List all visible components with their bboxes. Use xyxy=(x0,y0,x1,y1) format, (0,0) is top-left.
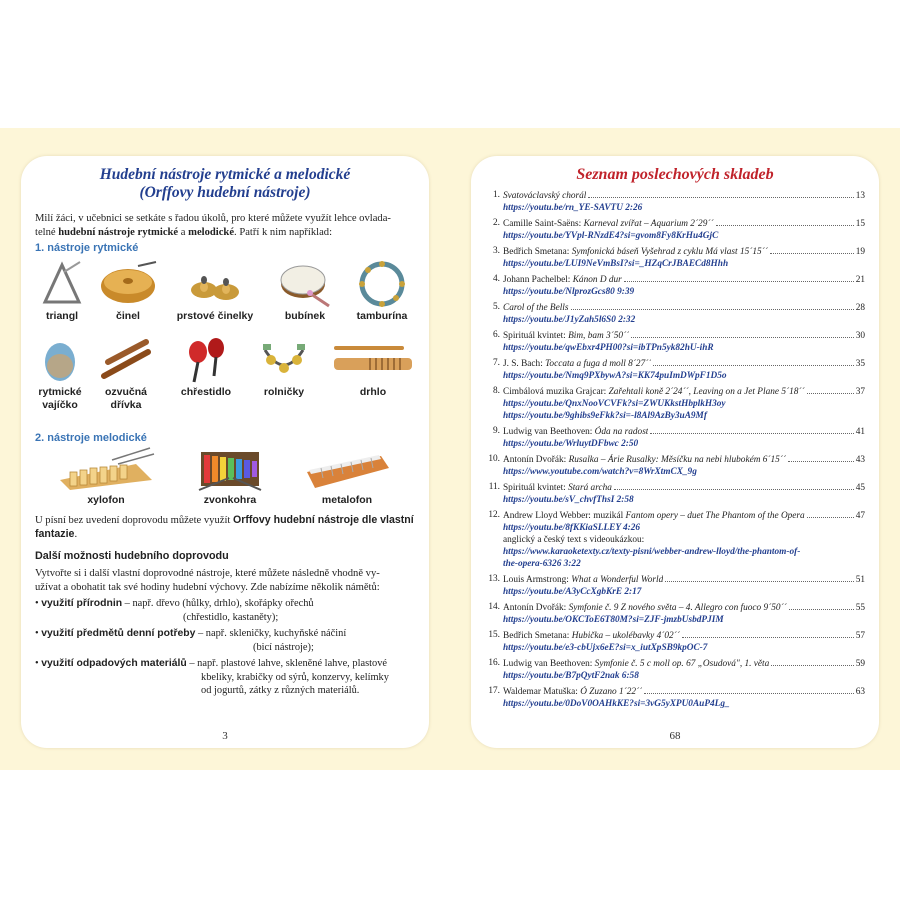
entry-page-number: 41 xyxy=(855,427,865,437)
entry-number: 4. xyxy=(493,274,500,284)
entry-number: 10. xyxy=(488,454,500,464)
section-melodic-heading: 2. nástroje melodické xyxy=(35,432,147,444)
finger-cymbals-icon xyxy=(187,260,243,308)
list-item xyxy=(483,245,865,270)
entry-work: Symfonická báseň Vyšehrad z cyklu Má vlast 15´15´´ xyxy=(571,247,768,257)
dot-leader xyxy=(771,657,853,666)
entry-link[interactable]: https://youtu.be/0DoV0OAHkKE?si=3vG5yXPU0AuP4Lg_ xyxy=(503,699,730,709)
dot-leader xyxy=(653,357,853,366)
bullet-dot: • xyxy=(35,658,42,669)
entry-number: 7. xyxy=(493,358,500,368)
entry-link[interactable]: https://youtu.be/Nmq9PXbywA?si=KK74puImDWpF1D5o xyxy=(503,371,727,381)
list-item xyxy=(483,573,865,598)
entry-work: Bim, bam 3´50´´ xyxy=(568,331,630,341)
title-line-1: Hudební nástroje rytmické a melodické xyxy=(99,166,351,183)
entry-work: Carol of the Bells xyxy=(503,303,569,313)
list-item xyxy=(483,189,865,214)
entry-work: Svatováclavský chorál xyxy=(503,191,587,201)
intro-text-c: a xyxy=(178,227,189,238)
entry-author: Spirituál kvintet: xyxy=(503,483,569,493)
entry-title-row xyxy=(503,329,865,342)
entry-title-row xyxy=(503,601,865,614)
entry-link[interactable]: https://youtu.be/qwEbxr4PH00?si=ibTPn5yk82hU-ihR xyxy=(503,343,714,353)
entry-author: Ludwig van Beethoven: xyxy=(503,427,595,437)
instrument-label: rytmické vajíčko xyxy=(38,386,82,411)
orff-paragraph xyxy=(35,514,415,541)
instrument-label: drhlo xyxy=(359,386,387,398)
entry-link[interactable]: https://www.youtube.com/watch?v=8WrXtmCX_9g xyxy=(503,467,697,477)
left-page-number: 3 xyxy=(222,730,228,742)
entry-title-row xyxy=(503,509,865,522)
entry-title xyxy=(503,574,663,586)
entry-work: Kánon D dur xyxy=(572,275,622,285)
bullet-item-everyday xyxy=(35,627,415,654)
entry-page-number: 45 xyxy=(855,483,865,493)
entry-author: Antonín Dvořák: xyxy=(503,603,569,613)
instrument-ozvucna-drivka xyxy=(95,336,157,412)
bullet-item-waste xyxy=(35,657,415,698)
entry-work: Symfonie č. 5 c moll op. 67 „Osudová", 1. věta xyxy=(594,659,770,669)
bullet-item-natural xyxy=(35,597,415,624)
dot-leader xyxy=(682,629,854,638)
list-item xyxy=(483,385,865,422)
right-page-title: Seznam poslechových skladeb xyxy=(576,166,774,183)
accompaniment-line-2: užívat a obohatit tak své hodiny hudební výchovy. Zde nabízíme několik námětů: xyxy=(35,581,380,593)
list-item xyxy=(483,453,865,478)
intro-text-b: telné xyxy=(35,227,59,238)
orff-text-c: . xyxy=(74,528,78,540)
list-item xyxy=(483,357,865,382)
entry-number: 1. xyxy=(493,190,500,200)
entry-link[interactable]: https://youtu.be/rn_YE-SAVTU 2:26 xyxy=(503,203,643,213)
dot-leader xyxy=(624,273,854,282)
dot-leader xyxy=(631,329,853,338)
dot-leader xyxy=(571,301,854,310)
entry-page-number: 30 xyxy=(855,331,865,341)
instrument-bubinek xyxy=(273,260,337,323)
entry-title-row xyxy=(503,629,865,642)
claves-icon xyxy=(98,336,154,384)
drum-icon xyxy=(277,260,333,308)
triangle-icon xyxy=(40,260,84,308)
instrument-label: metalofon xyxy=(321,494,373,506)
entry-title xyxy=(503,426,648,438)
bullet-text: – např. dřevo (hůlky, drhlo), skořápky ořechů xyxy=(122,598,314,609)
entry-title-row xyxy=(503,685,865,698)
instrument-label: rolničky xyxy=(263,386,305,398)
entry-page-number: 21 xyxy=(855,275,865,285)
dot-leader xyxy=(770,245,854,254)
entry-title xyxy=(503,630,680,642)
entry-number: 14. xyxy=(488,602,500,612)
entry-author: Johann Pachelbel: xyxy=(503,275,573,285)
bullet-continuation: (chřestidlo, kastaněty); xyxy=(183,611,279,623)
entry-work: Hubička – ukolébavky 4´02´´ xyxy=(571,631,680,641)
entry-page-number: 35 xyxy=(855,359,865,369)
entry-number: 6. xyxy=(493,330,500,340)
maracas-icon xyxy=(184,336,228,384)
entry-page-number: 15 xyxy=(855,219,865,229)
entry-link[interactable]: https://youtu.be/LUI9NeVmBsI?si=_HZqCrJBAECd8Hhh xyxy=(503,259,729,269)
entry-link[interactable]: https://youtu.be/8fKKiaSLLEY 4:26 xyxy=(503,523,641,533)
entry-title-row xyxy=(503,273,865,286)
entry-number: 9. xyxy=(493,426,500,436)
list-item xyxy=(483,685,865,710)
list-item xyxy=(483,217,865,242)
entry-link[interactable]: https://youtu.be/B7pQytF2nak 6:58 xyxy=(503,671,639,681)
accompaniment-line-1: Vytvořte si i další vlastní doprovodné nástroje, které můžete následně vhodně vy- xyxy=(35,568,380,579)
tambourine-icon xyxy=(357,260,407,308)
entry-author: Ludwig van Beethoven: xyxy=(503,659,595,669)
bullet-text: – např. plastové lahve, skleněné lahve, plastové xyxy=(186,658,388,669)
entry-link[interactable]: https://youtu.be/9ghibs9eFkk?si=-l8Al9AzBy3uA9Mf xyxy=(503,411,707,421)
entry-link[interactable]: https://youtu.be/WrluytDFbwc 2:50 xyxy=(503,439,639,449)
entry-author: Andrew Lloyd Webber: muzikál xyxy=(503,511,626,521)
entry-work: Óda na radost xyxy=(594,427,649,437)
entry-link[interactable]: https://youtu.be/A3yCcXgbKrE 2:17 xyxy=(503,587,642,597)
accompaniment-subheading: Další možnosti hudebního doprovodu xyxy=(35,550,229,562)
entry-work: Fantom opery – duet The Phantom of the Opera xyxy=(625,511,805,521)
guiro-icon xyxy=(330,336,416,384)
instrument-prstove-cinelky xyxy=(173,260,257,323)
bullet-continuation: (bicí nástroje); xyxy=(253,641,314,653)
entry-page-number: 37 xyxy=(855,387,865,397)
entry-work: Symfonie č. 9 Z nového světa – 4. Allegro con fuoco 9´50´´ xyxy=(568,603,787,613)
entry-title xyxy=(503,454,786,466)
entry-title-row xyxy=(503,217,865,230)
instrument-zvonkohra xyxy=(187,446,273,507)
instrument-label: zvonkohra xyxy=(203,494,257,506)
list-item xyxy=(483,509,865,570)
list-item xyxy=(483,301,865,326)
intro-text-a: Milí žáci, v učebnici se setkáte s řadou úkolů, pro které můžete využít lehce ovlada- xyxy=(35,213,391,224)
instrument-rytmicke-vajicko xyxy=(29,336,91,412)
instrument-metalofon xyxy=(297,446,397,507)
entry-number: 3. xyxy=(493,246,500,256)
entry-title xyxy=(503,246,768,258)
dot-leader xyxy=(807,385,854,394)
entry-link[interactable]: the-opera-6326 3:22 xyxy=(503,559,581,569)
dot-leader xyxy=(789,601,854,610)
entry-title xyxy=(503,658,769,670)
entry-title-row xyxy=(503,425,865,438)
entry-title xyxy=(503,358,651,370)
dot-leader xyxy=(644,685,854,694)
dot-leader xyxy=(716,217,854,226)
entry-title xyxy=(503,330,629,342)
entry-note: anglický a český text s videoukázkou: xyxy=(503,535,645,545)
instrument-label: chřestidlo xyxy=(180,386,232,398)
listening-list xyxy=(483,189,865,713)
entry-title xyxy=(503,274,622,286)
entry-work: Zařehtali koně 2´24´´, Leaving on a Jet Plane 5´18´´ xyxy=(608,387,805,397)
glockenspiel-icon xyxy=(195,446,265,492)
entry-author: Antonín Dvořák: xyxy=(503,455,569,465)
entry-title-row xyxy=(503,245,865,258)
list-item xyxy=(483,481,865,506)
entry-title-row xyxy=(503,481,865,494)
list-item xyxy=(483,657,865,682)
entry-author: Louis Armstrong: xyxy=(503,575,572,585)
instrument-cinel xyxy=(95,260,161,323)
entry-link[interactable]: https://youtu.be/QnxNooVCVFk?si=ZWUKkstHbplkH3oy xyxy=(503,399,726,409)
entry-work: Toccata a fuga d moll 8´27´´ xyxy=(545,359,652,369)
entry-link[interactable]: https://youtu.be/YVpl-RNzdE4?si=gvom8Fy8KrHu4GjC xyxy=(503,231,719,241)
entry-number: 16. xyxy=(488,658,500,668)
entry-title-row xyxy=(503,453,865,466)
entry-title-row xyxy=(503,573,865,586)
left-page xyxy=(21,156,429,748)
entry-work: What a Wonderful World xyxy=(571,575,664,585)
instrument-label: tamburína xyxy=(356,310,408,322)
right-page xyxy=(471,156,879,748)
dot-leader xyxy=(665,573,853,582)
entry-link[interactable]: https://www.karaoketexty.cz/texty-pisni/webber-andrew-lloyd/the-phantom-of- xyxy=(503,547,801,557)
bullet-text: – např. skleničky, kuchyňské náčiní xyxy=(195,628,347,639)
entry-title xyxy=(503,302,569,314)
entry-page-number: 13 xyxy=(855,191,865,201)
list-item xyxy=(483,329,865,354)
entry-author: Bedřich Smetana: xyxy=(503,631,572,641)
entry-title-row xyxy=(503,657,865,670)
intro-bold-melodic: melodické xyxy=(188,227,235,238)
entry-number: 13. xyxy=(488,574,500,584)
left-page-title xyxy=(21,166,429,202)
egg-shaker-icon xyxy=(40,336,80,384)
list-item xyxy=(483,629,865,654)
dot-leader xyxy=(650,425,853,434)
entry-author: Spirituál kvintet: xyxy=(503,331,569,341)
entry-number: 8. xyxy=(493,386,500,396)
entry-link[interactable]: https://youtu.be/sV_chvfThsI 2:58 xyxy=(503,495,634,505)
entry-number: 11. xyxy=(488,482,500,492)
entry-title-row xyxy=(503,301,865,314)
entry-work: Rusalka – Árie Rusalky: Měsíčku na nebi hlubokém 6´15´´ xyxy=(568,455,786,465)
entry-number: 15. xyxy=(488,630,500,640)
entry-number: 17. xyxy=(488,686,500,696)
entry-work: Ó Zuzano 1´22´´ xyxy=(580,687,643,697)
instrument-xylofon xyxy=(53,446,159,507)
xylophone-icon xyxy=(56,446,156,492)
entry-title xyxy=(503,218,714,230)
entry-page-number: 57 xyxy=(855,631,865,641)
entry-author: Cimbálová muzika Grajcar: xyxy=(503,387,609,397)
instrument-label: triangl xyxy=(45,310,79,322)
metallophone-icon xyxy=(301,446,393,492)
instrument-label: činel xyxy=(116,310,140,322)
instrument-label: prstové činelky xyxy=(176,310,254,322)
entry-title-row xyxy=(503,385,865,398)
intro-paragraph xyxy=(35,212,415,240)
right-page-number: 68 xyxy=(669,730,681,742)
entry-link[interactable]: https://youtu.be/NlprozGcs80 9:39 xyxy=(503,287,635,297)
jingle-bells-icon xyxy=(259,336,309,384)
entry-page-number: 19 xyxy=(855,247,865,257)
intro-bold-rhythmic: hudební nástroje rytmické xyxy=(58,227,179,238)
entry-title xyxy=(503,686,642,698)
bullet-dot: • xyxy=(35,628,42,639)
list-item xyxy=(483,601,865,626)
instrument-label: ozvučná dřívka xyxy=(104,386,147,411)
entry-page-number: 43 xyxy=(855,455,865,465)
entry-page-number: 55 xyxy=(855,603,865,613)
entry-page-number: 63 xyxy=(855,687,865,697)
dot-leader xyxy=(588,189,853,198)
instrument-drhlo xyxy=(327,336,419,399)
entry-page-number: 47 xyxy=(855,511,865,521)
cymbal-icon xyxy=(98,260,158,308)
entry-number: 5. xyxy=(493,302,500,312)
entry-title xyxy=(503,386,805,398)
dot-leader xyxy=(807,509,854,518)
bullet-bold: využití odpadových materiálů xyxy=(41,658,187,669)
entry-link[interactable]: https://youtu.be/OKCToE6T80M?si=ZJF-jmzbUsbdPJIM xyxy=(503,615,724,625)
instrument-label: xylofon xyxy=(87,494,125,506)
entry-link[interactable]: https://youtu.be/e3-cbUjx6eE?si=x_iutXpSB9kpOC-7 xyxy=(503,643,708,653)
bullet-dot: • xyxy=(35,598,42,609)
dot-leader xyxy=(788,453,854,462)
entry-title xyxy=(503,482,612,494)
instrument-chrestidlo xyxy=(171,336,241,399)
entry-number: 2. xyxy=(493,218,500,228)
title-line-2: (Orffovy hudební nástroje) xyxy=(139,184,311,201)
instrument-label: bubínek xyxy=(284,310,326,322)
list-item xyxy=(483,425,865,450)
entry-author: Camille Saint-Saëns: xyxy=(503,219,584,229)
entry-title xyxy=(503,190,586,202)
entry-page-number: 59 xyxy=(855,659,865,669)
entry-number: 12. xyxy=(488,510,500,520)
bullet-bold: využití přírodnin xyxy=(41,598,123,609)
orff-text-bold: Orffovy hudební nástroje dle vlastní fantazie xyxy=(35,514,414,540)
section-rhythmic-heading: 1. nástroje rytmické xyxy=(35,242,139,254)
entry-link[interactable]: https://youtu.be/J1yZah5l6S0 2:32 xyxy=(503,315,636,325)
dot-leader xyxy=(614,481,854,490)
entry-title-row xyxy=(503,357,865,370)
entry-author: J. S. Bach: xyxy=(503,359,546,369)
entry-work: Stará archa xyxy=(568,483,612,493)
entry-work: Karneval zvířat – Aquarium 2´29´´ xyxy=(583,219,714,229)
entry-title xyxy=(503,510,805,522)
entry-title-row xyxy=(503,189,865,202)
orff-text-a: U písní bez uvedení doprovodu můžete využít xyxy=(35,515,233,526)
entry-title xyxy=(503,602,787,614)
instrument-rolnicky xyxy=(249,336,319,399)
entry-page-number: 51 xyxy=(855,575,865,585)
entry-author: Bedřich Smetana: xyxy=(503,247,572,257)
entry-page-number: 28 xyxy=(855,303,865,313)
intro-text-d: . Patří k nim například: xyxy=(234,227,333,238)
list-item xyxy=(483,273,865,298)
instrument-triangl xyxy=(31,260,93,323)
instrument-tamburina xyxy=(347,260,417,323)
entry-author: Waldemar Matuška: xyxy=(503,687,581,697)
bullet-continuation: kbelíky, krabičky od sýrů, konzervy, kelímky xyxy=(201,671,389,683)
bullet-continuation-2: od jogurtů, zátky z různých materiálů. xyxy=(201,685,360,696)
accompaniment-paragraph xyxy=(35,567,415,594)
bullet-bold: využití předmětů denní potřeby xyxy=(41,628,196,639)
